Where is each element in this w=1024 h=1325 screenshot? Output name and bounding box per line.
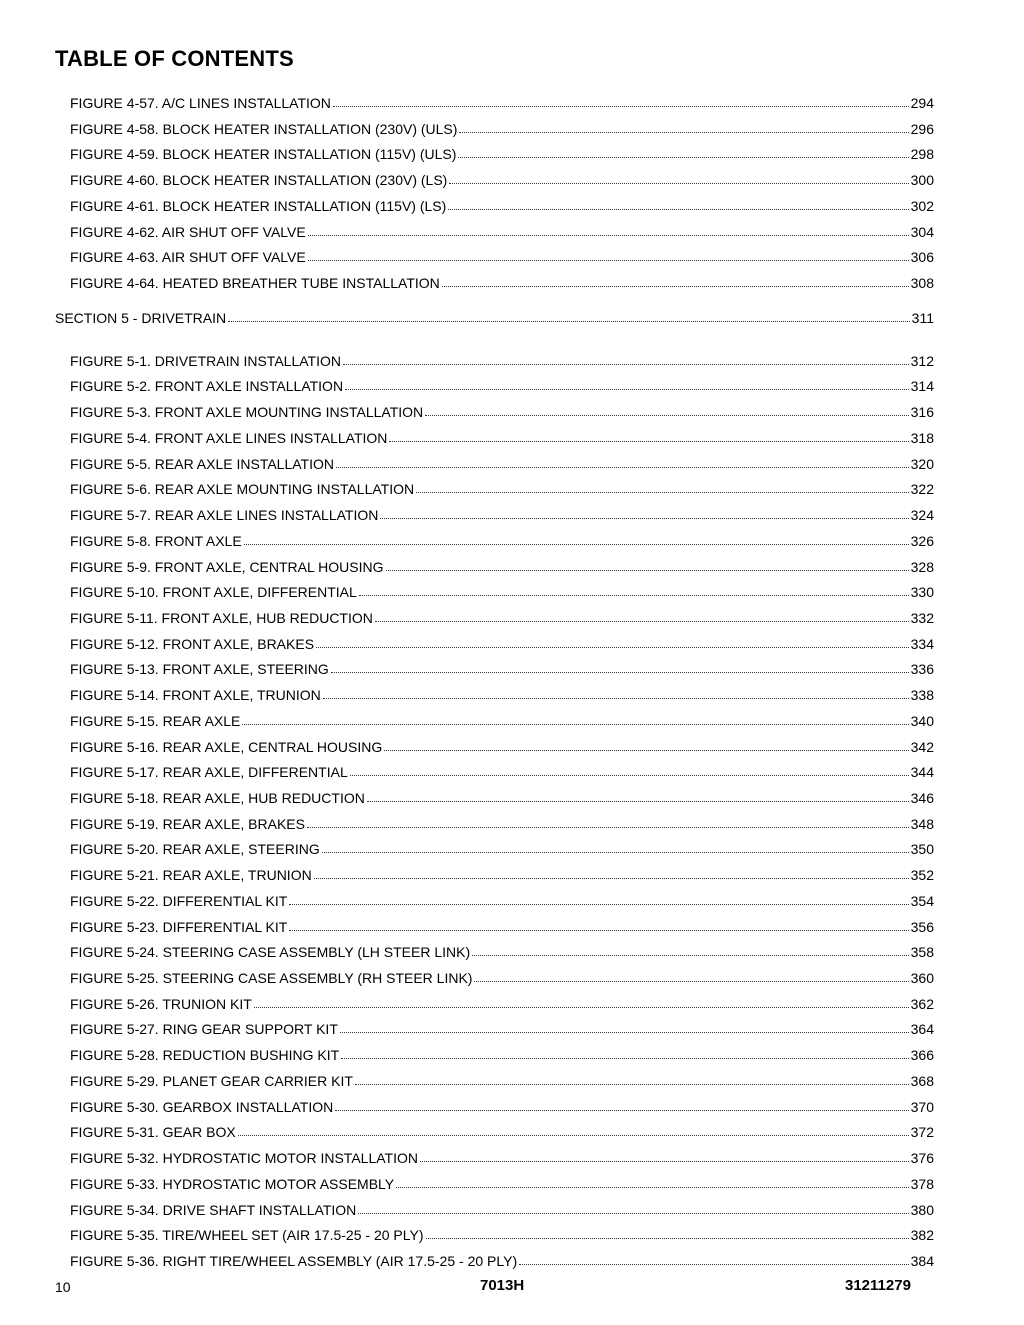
- toc-entry-page: 354: [910, 892, 934, 909]
- dot-leader: [322, 851, 909, 853]
- toc-figure-entry[interactable]: [70, 1095, 934, 1115]
- dot-leader: [384, 749, 908, 751]
- toc-figure-entry[interactable]: [70, 1043, 934, 1063]
- toc-figure-entry[interactable]: [70, 91, 934, 111]
- toc-entry-page: 376: [910, 1150, 934, 1167]
- toc-entry-page: 326: [910, 532, 934, 549]
- toc-figure-entry[interactable]: [70, 168, 934, 188]
- toc-entry-title: FIGURE 5-33. HYDROSTATIC MOTOR ASSEMBLY: [70, 1175, 395, 1192]
- footer-page-number: 10: [55, 1279, 71, 1295]
- toc-entry-page: 380: [910, 1201, 934, 1218]
- toc-entry-page: 311: [911, 309, 934, 326]
- footer-model: 7013H: [480, 1277, 525, 1294]
- toc-entry-title: FIGURE 5-17. REAR AXLE, DIFFERENTIAL: [70, 764, 348, 781]
- toc-entry-title: FIGURE 5-29. PLANET GEAR CARRIER KIT: [70, 1072, 353, 1089]
- toc-entry-title: FIGURE 5-19. REAR AXLE, BRAKES: [70, 815, 305, 832]
- toc-entry-title: FIGURE 4-62. AIR SHUT OFF VALVE: [70, 223, 306, 240]
- dot-leader: [396, 1186, 909, 1188]
- toc-entry-title: SECTION 5 - DRIVETRAIN: [55, 309, 227, 326]
- toc-entry-title: FIGURE 5-14. FRONT AXLE, TRUNION: [70, 687, 321, 704]
- dot-leader: [459, 131, 908, 133]
- dot-leader: [350, 774, 909, 776]
- toc-entry-page: 324: [910, 507, 934, 524]
- dot-leader: [323, 697, 909, 699]
- dot-leader: [343, 363, 909, 365]
- dot-leader: [474, 980, 908, 982]
- toc-entry-page: 378: [910, 1175, 934, 1192]
- toc-entry-page: 308: [910, 275, 934, 292]
- toc-entry-title: FIGURE 4-57. A/C LINES INSTALLATION: [70, 95, 331, 111]
- toc-figure-entry[interactable]: [70, 245, 934, 265]
- toc-figure-entry[interactable]: [70, 142, 934, 162]
- dot-leader: [386, 569, 909, 571]
- dot-leader: [458, 156, 908, 158]
- dot-leader: [289, 929, 908, 931]
- toc-figure-entry[interactable]: [70, 194, 934, 214]
- toc-figure-entry[interactable]: [70, 1172, 934, 1192]
- dot-leader: [355, 1083, 909, 1085]
- toc-figure-entry[interactable]: [70, 271, 934, 291]
- dot-leader: [308, 259, 909, 261]
- toc-entry-page: 364: [910, 1021, 934, 1038]
- toc-entry-page: 356: [910, 918, 934, 935]
- toc-entry-page: 366: [910, 1047, 934, 1064]
- toc-entry-title: FIGURE 5-9. FRONT AXLE, CENTRAL HOUSING: [70, 558, 384, 575]
- dot-leader: [242, 723, 908, 725]
- toc-entry-page: 340: [910, 712, 934, 729]
- toc-entry-page: 302: [910, 197, 934, 214]
- toc-figure-entry[interactable]: [70, 1223, 934, 1243]
- toc-entry-page: 312: [910, 352, 934, 369]
- toc-figure-entry[interactable]: [70, 529, 934, 549]
- toc-entry-page: 372: [910, 1124, 934, 1141]
- toc-entry-title: FIGURE 5-30. GEARBOX INSTALLATION: [70, 1098, 334, 1115]
- dot-leader: [228, 320, 910, 322]
- dot-leader: [420, 1160, 909, 1162]
- toc-entry-title: FIGURE 5-31. GEAR BOX: [70, 1124, 236, 1141]
- toc-entry-title: FIGURE 5-25. STEERING CASE ASSEMBLY (RH STEER LINK): [70, 970, 473, 987]
- dot-leader: [289, 903, 908, 905]
- dot-leader: [380, 517, 908, 519]
- toc-entry-page: 370: [910, 1098, 934, 1115]
- toc-entry-page: 314: [910, 378, 934, 395]
- toc-figure-entry[interactable]: [70, 220, 934, 240]
- toc-figure-entry[interactable]: [70, 400, 934, 420]
- toc-entry-title: FIGURE 4-59. BLOCK HEATER INSTALLATION (115V) (ULS): [70, 146, 457, 163]
- toc-figure-entry[interactable]: [70, 632, 934, 652]
- dot-leader: [331, 671, 909, 673]
- toc-entry-page: 306: [910, 249, 934, 266]
- toc-entry-page: 322: [910, 481, 934, 498]
- toc-figure-entry[interactable]: [70, 837, 934, 857]
- toc-figure-entry[interactable]: [70, 786, 934, 806]
- toc-entry-page: 328: [910, 558, 934, 575]
- dot-leader: [449, 182, 908, 184]
- toc-figure-entry[interactable]: [70, 657, 934, 677]
- toc-figure-entry[interactable]: [70, 1146, 934, 1166]
- toc-entry-title: FIGURE 5-11. FRONT AXLE, HUB REDUCTION: [70, 609, 373, 626]
- toc-figure-entry[interactable]: [70, 555, 934, 575]
- toc-entry-title: FIGURE 5-12. FRONT AXLE, BRAKES: [70, 635, 315, 652]
- dot-leader: [238, 1134, 909, 1136]
- dot-leader: [244, 543, 909, 545]
- dot-leader: [307, 826, 909, 828]
- toc-entry-page: 296: [910, 120, 934, 137]
- toc-entry-title: FIGURE 5-4. FRONT AXLE LINES INSTALLATION: [70, 429, 388, 446]
- page-title: TABLE OF CONTENTS: [55, 46, 294, 71]
- toc-entry-page: 330: [910, 584, 934, 601]
- dot-leader: [448, 208, 908, 210]
- toc-entry-page: 298: [910, 146, 934, 163]
- toc-figure-entry[interactable]: [70, 683, 934, 703]
- dot-leader: [375, 620, 909, 622]
- toc-entry-title: FIGURE 5-18. REAR AXLE, HUB REDUCTION: [70, 790, 365, 806]
- toc-entry-page: 382: [910, 1227, 934, 1244]
- toc-entry-page: 352: [910, 867, 934, 884]
- dot-leader: [254, 1006, 909, 1008]
- toc-entry-title: FIGURE 5-3. FRONT AXLE MOUNTING INSTALLATION: [70, 404, 424, 421]
- toc-entry-title: FIGURE 5-16. REAR AXLE, CENTRAL HOUSING: [70, 738, 383, 755]
- dot-leader: [472, 954, 908, 956]
- toc-entry-title: FIGURE 5-27. RING GEAR SUPPORT KIT: [70, 1021, 338, 1038]
- toc-entry-title: FIGURE 5-34. DRIVE SHAFT INSTALLATION: [70, 1201, 357, 1218]
- dot-leader: [426, 1237, 909, 1239]
- toc-figure-entry[interactable]: [70, 1069, 934, 1089]
- toc-entry-page: 360: [910, 970, 934, 987]
- toc-entry-page: 334: [910, 635, 934, 652]
- toc-figure-entry[interactable]: [70, 992, 934, 1012]
- toc-entry-page: 342: [910, 738, 934, 755]
- toc-entry-title: FIGURE 5-8. FRONT AXLE: [70, 532, 242, 549]
- toc-entry-page: 384: [910, 1252, 934, 1269]
- toc-entry-page: 300: [910, 172, 934, 189]
- dot-leader: [425, 414, 908, 416]
- toc-figure-entry[interactable]: [70, 606, 934, 626]
- dot-leader: [314, 877, 909, 879]
- toc-figure-entry[interactable]: [70, 709, 934, 729]
- toc-entry-title: FIGURE 5-32. HYDROSTATIC MOTOR INSTALLATION: [70, 1150, 418, 1167]
- toc-section-entry[interactable]: [55, 306, 934, 326]
- toc-figure-entry[interactable]: [70, 117, 934, 137]
- toc-entry-page: 346: [910, 790, 934, 806]
- toc-entry-page: 294: [910, 95, 934, 111]
- dot-leader: [316, 646, 909, 648]
- toc-entry-title: FIGURE 5-7. REAR AXLE LINES INSTALLATION: [70, 507, 379, 524]
- toc-entry-title: FIGURE 4-61. BLOCK HEATER INSTALLATION (115V) (LS): [70, 197, 447, 214]
- toc-figure-entry[interactable]: [70, 477, 934, 497]
- toc-entry-title: FIGURE 5-24. STEERING CASE ASSEMBLY (LH STEER LINK): [70, 944, 471, 961]
- toc-figure-entry[interactable]: [70, 760, 934, 780]
- dot-leader: [341, 1057, 908, 1059]
- toc-entry-title: FIGURE 5-23. DIFFERENTIAL KIT: [70, 918, 288, 935]
- toc-entry-page: 318: [910, 429, 934, 446]
- toc-figure-entry[interactable]: [70, 889, 934, 909]
- toc-entry-title: FIGURE 5-20. REAR AXLE, STEERING: [70, 841, 320, 858]
- dot-leader: [345, 388, 909, 390]
- toc-figure-entry[interactable]: [70, 349, 934, 369]
- dot-leader: [308, 234, 909, 236]
- toc-entry-title: FIGURE 4-60. BLOCK HEATER INSTALLATION (230V) (LS): [70, 172, 448, 189]
- dot-leader: [335, 1109, 908, 1111]
- dot-leader: [340, 1031, 909, 1033]
- toc-figure-entry[interactable]: [70, 966, 934, 986]
- dot-leader: [358, 1212, 908, 1214]
- dot-leader: [416, 491, 909, 493]
- toc-entry-page: 368: [910, 1072, 934, 1089]
- toc-figure-entry[interactable]: [70, 940, 934, 960]
- toc-figure-entry[interactable]: [70, 1120, 934, 1140]
- toc-figure-entry[interactable]: [70, 812, 934, 832]
- toc-figure-entry[interactable]: [70, 1249, 934, 1269]
- dot-leader: [333, 105, 909, 107]
- toc-entry-title: FIGURE 5-35. TIRE/WHEEL SET (AIR 17.5-25 - 20 PLY): [70, 1227, 424, 1244]
- toc-entry-title: FIGURE 4-63. AIR SHUT OFF VALVE: [70, 249, 306, 266]
- dot-leader: [519, 1263, 909, 1265]
- toc-entry-title: FIGURE 4-58. BLOCK HEATER INSTALLATION (230V) (ULS): [70, 120, 458, 137]
- toc-entry-page: 338: [910, 687, 934, 704]
- toc-entry-title: FIGURE 5-6. REAR AXLE MOUNTING INSTALLATION: [70, 481, 415, 498]
- dot-leader: [442, 285, 909, 287]
- toc-entry-title: FIGURE 5-10. FRONT AXLE, DIFFERENTIAL: [70, 584, 357, 601]
- dot-leader: [359, 594, 909, 596]
- toc-entry-page: 336: [910, 661, 934, 678]
- toc-figure-entry[interactable]: [70, 503, 934, 523]
- dot-leader: [389, 440, 908, 442]
- footer-doc-number: 31211279: [845, 1277, 911, 1294]
- toc-entry-title: FIGURE 5-5. REAR AXLE INSTALLATION: [70, 455, 334, 472]
- dot-leader: [367, 800, 909, 802]
- toc-entry-title: FIGURE 5-15. REAR AXLE: [70, 712, 241, 729]
- toc-figure-entry[interactable]: [70, 1017, 934, 1037]
- toc-entry-title: FIGURE 5-13. FRONT AXLE, STEERING: [70, 661, 329, 678]
- toc-entry-page: 362: [910, 995, 934, 1012]
- toc-figure-entry[interactable]: [70, 735, 934, 755]
- toc-entry-page: 350: [910, 841, 934, 858]
- toc-figure-entry[interactable]: [70, 915, 934, 935]
- toc-figure-entry[interactable]: [70, 580, 934, 600]
- toc-entry-page: 358: [910, 944, 934, 961]
- toc-entry-page: 304: [910, 223, 934, 240]
- toc-entry-page: 332: [910, 609, 934, 626]
- toc-entry-title: FIGURE 5-26. TRUNION KIT: [70, 995, 252, 1012]
- toc-entry-title: FIGURE 5-28. REDUCTION BUSHING KIT: [70, 1047, 340, 1064]
- toc-figure-entry[interactable]: [70, 426, 934, 446]
- toc-figure-entry[interactable]: [70, 1198, 934, 1218]
- toc-figure-entry[interactable]: [70, 452, 934, 472]
- toc-entry-title: FIGURE 5-22. DIFFERENTIAL KIT: [70, 892, 288, 909]
- toc-entry-title: FIGURE 5-21. REAR AXLE, TRUNION: [70, 867, 312, 884]
- toc-entry-title: FIGURE 5-1. DRIVETRAIN INSTALLATION: [70, 352, 341, 369]
- toc-figure-entry[interactable]: [70, 863, 934, 883]
- toc-entry-title: FIGURE 5-36. RIGHT TIRE/WHEEL ASSEMBLY (AIR 17.5-25 - 20 PLY): [70, 1252, 518, 1269]
- toc-entry-page: 320: [910, 455, 934, 472]
- toc-entry-title: FIGURE 5-2. FRONT AXLE INSTALLATION: [70, 378, 344, 395]
- dot-leader: [336, 466, 909, 468]
- toc-entry-title: FIGURE 4-64. HEATED BREATHER TUBE INSTALLATION: [70, 275, 440, 292]
- toc-entry-page: 316: [910, 404, 934, 421]
- toc-entry-page: 348: [910, 815, 934, 832]
- toc-entry-page: 344: [910, 764, 934, 781]
- toc-figure-entry[interactable]: [70, 374, 934, 394]
